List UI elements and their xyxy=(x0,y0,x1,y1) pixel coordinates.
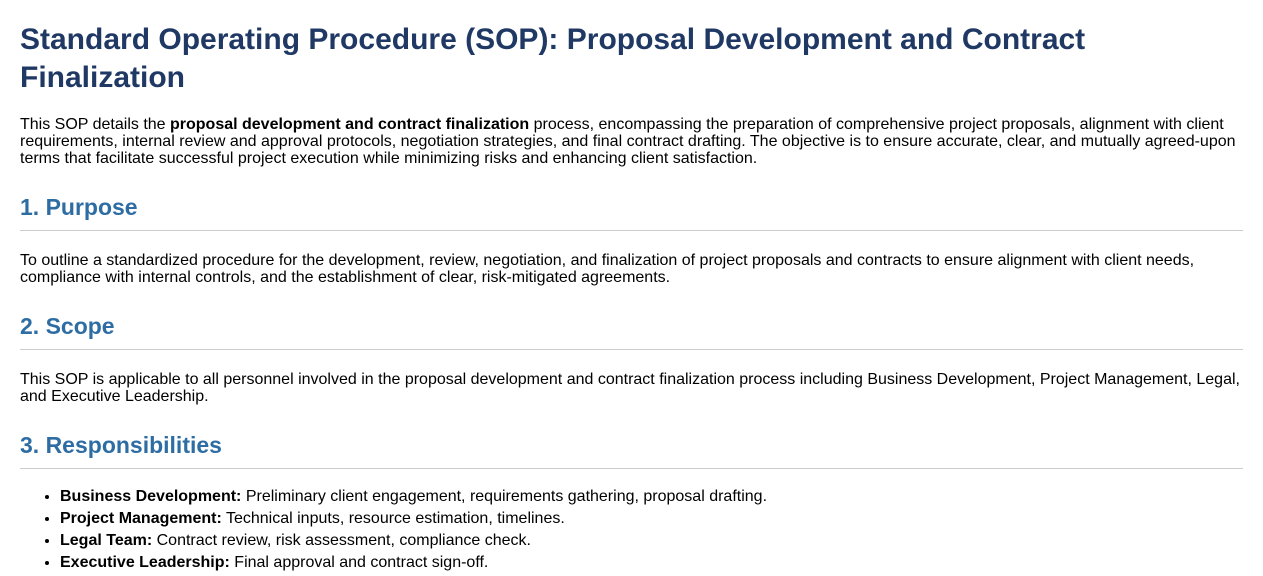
section-scope xyxy=(20,314,1243,406)
page-title: Standard Operating Procedure (SOP): Proposal Development and Contract Finalization xyxy=(20,23,1086,94)
section-heading-responsibilities: 3. Responsibilities xyxy=(20,433,1243,469)
list-item-text: Contract review, risk assessment, compliance check. xyxy=(152,531,531,549)
intro-bold-phrase: proposal development and contract finalization xyxy=(170,115,530,133)
list-item xyxy=(60,554,1243,572)
section-heading-scope: 2. Scope xyxy=(20,314,1243,350)
list-item xyxy=(60,532,1243,550)
list-item xyxy=(60,510,1243,528)
list-item-label: Executive Leadership: xyxy=(60,553,230,571)
section-purpose xyxy=(20,195,1243,287)
intro-text-post: process, encompassing the preparation of comprehensive project proposals, alignment with client requirements, internal review and approval protocols, negotiation strategies, and final contract drafting. The objective is to ensure accurate, clear, and mutually agreed-upon terms that facilitate successful project execution while minimizing risks and enhancing client satisfaction. xyxy=(20,115,1236,168)
list-item-label: Legal Team: xyxy=(60,531,153,549)
section-responsibilities xyxy=(20,433,1243,572)
list-item-text: Final approval and contract sign-off. xyxy=(229,553,489,571)
list-item-label: Project Management: xyxy=(60,509,222,527)
document xyxy=(0,21,1263,576)
responsibilities-list xyxy=(20,488,1243,572)
section-heading-purpose: 1. Purpose xyxy=(20,195,1243,231)
section-body-purpose: To outline a standardized procedure for the development, review, negotiation, and finalization of project proposals and contracts to ensure alignment with client needs, compliance with internal controls, and the establishment of clear, risk-mitigated agreements. xyxy=(20,251,1195,287)
section-body-scope: This SOP is applicable to all personnel involved in the proposal development and contract finalization process including Business Development, Project Management, Legal, and Executive Leadership. xyxy=(20,370,1240,406)
intro-text-pre: This SOP details the xyxy=(20,115,170,133)
list-item xyxy=(60,488,1243,506)
list-item-text: Preliminary client engagement, requirements gathering, proposal drafting. xyxy=(241,487,768,505)
list-item-text: Technical inputs, resource estimation, timelines. xyxy=(221,509,565,527)
intro-paragraph xyxy=(20,116,1243,168)
list-item-label: Business Development: xyxy=(60,487,242,505)
